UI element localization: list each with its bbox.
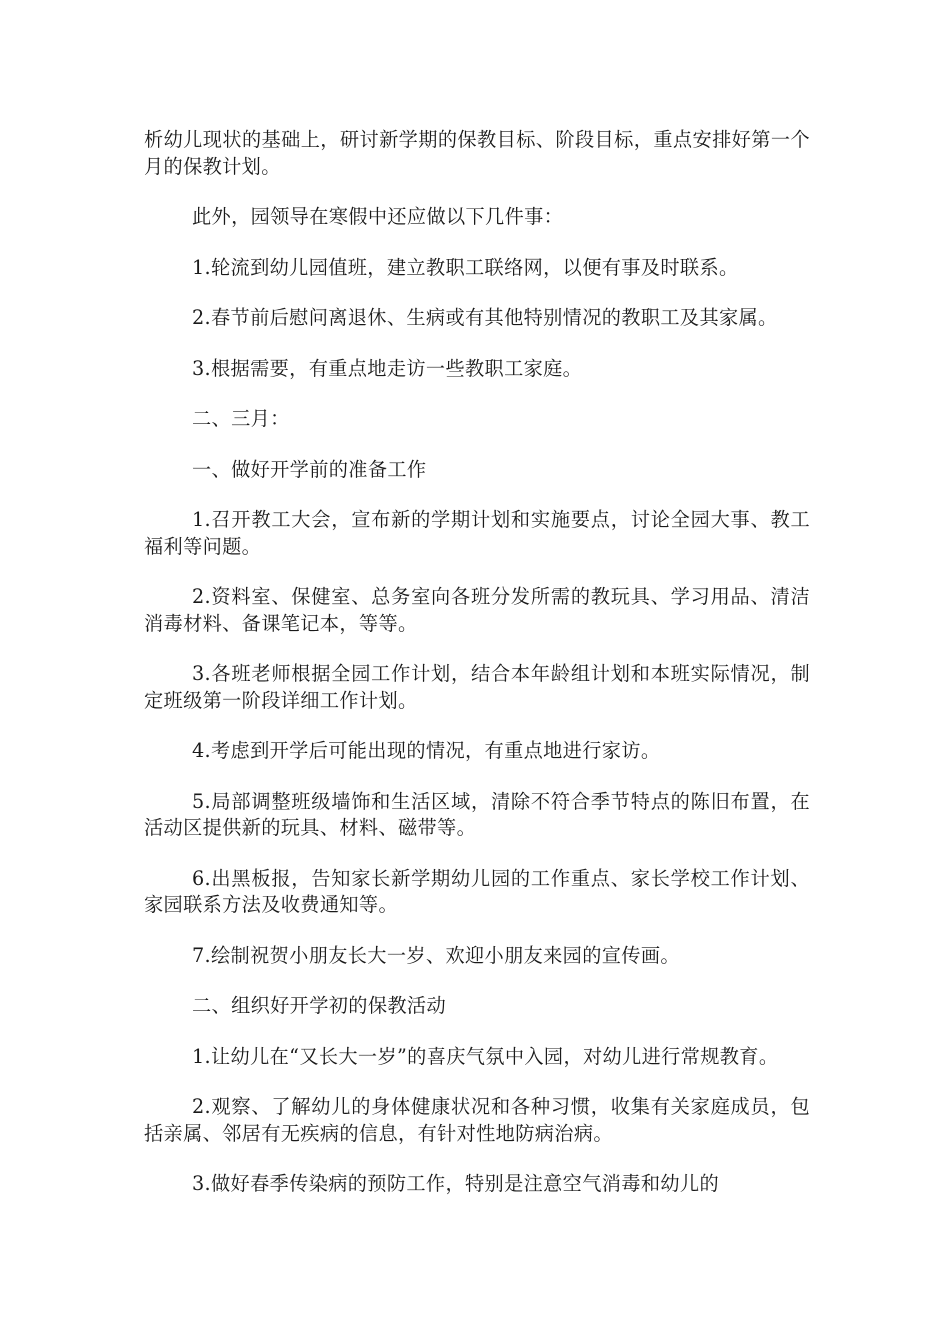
- section-heading: 二、三月：: [192, 407, 290, 430]
- paragraph: 3.根据需要，有重点地走访一些教职工家庭。: [192, 356, 583, 380]
- paragraph: 3.各班老师根据全园工作计划，结合本年龄组计划和本班实际情况，制定班级第一阶段详细工作计划。: [144, 662, 810, 712]
- section-heading: 一、做好开学前的准备工作: [192, 457, 427, 481]
- paragraph: 1.让幼儿在“又长大一岁”的喜庆气氛中入园，对幼儿进行常规教育。: [192, 1044, 779, 1068]
- paragraph: 2.资料室、保健室、总务室向各班分发所需的教玩具、学习用品、清洁消毒材料、备课笔记本，等等。: [144, 585, 810, 635]
- section-heading: 二、组织好开学初的保教活动: [192, 994, 446, 1017]
- paragraph: 此外，园领导在寒假中还应做以下几件事：: [192, 205, 564, 228]
- paragraph: 析幼儿现状的基础上，研讨新学期的保教目标、阶段目标，重点安排好第一个月的保教计划。: [144, 128, 810, 178]
- document-page: [144, 127, 810, 1222]
- paragraph: 4.考虑到开学后可能出现的情况，有重点地进行家访。: [192, 739, 661, 762]
- paragraph: 3.做好春季传染病的预防工作，特别是注意空气消毒和幼儿的: [192, 1172, 719, 1195]
- paragraph: 6.出黑板报，告知家长新学期幼儿园的工作重点、家长学校工作计划、家园联系方法及收费通知等。: [144, 866, 810, 916]
- paragraph: 7.绘制祝贺小朋友长大一岁、欢迎小朋友来园的宣传画。: [192, 943, 680, 967]
- paragraph: 2.春节前后慰问离退休、生病或有其他特别情况的教职工及其家属。: [192, 306, 778, 329]
- paragraph: 1.轮流到幼儿园值班，建立教职工联络网，以便有事及时联系。: [192, 255, 739, 279]
- paragraph: 2.观察、了解幼儿的身体健康状况和各种习惯，收集有关家庭成员，包括亲属、邻居有无疾病的信息，有针对性地防病治病。: [144, 1095, 810, 1145]
- paragraph: 1.召开教工大会，宣布新的学期计划和实施要点，讨论全园大事、教工福利等问题。: [144, 508, 810, 558]
- paragraph: 5.局部调整班级墙饰和生活区域，清除不符合季节特点的陈旧布置，在活动区提供新的玩具、材料、磁带等。: [144, 789, 810, 839]
